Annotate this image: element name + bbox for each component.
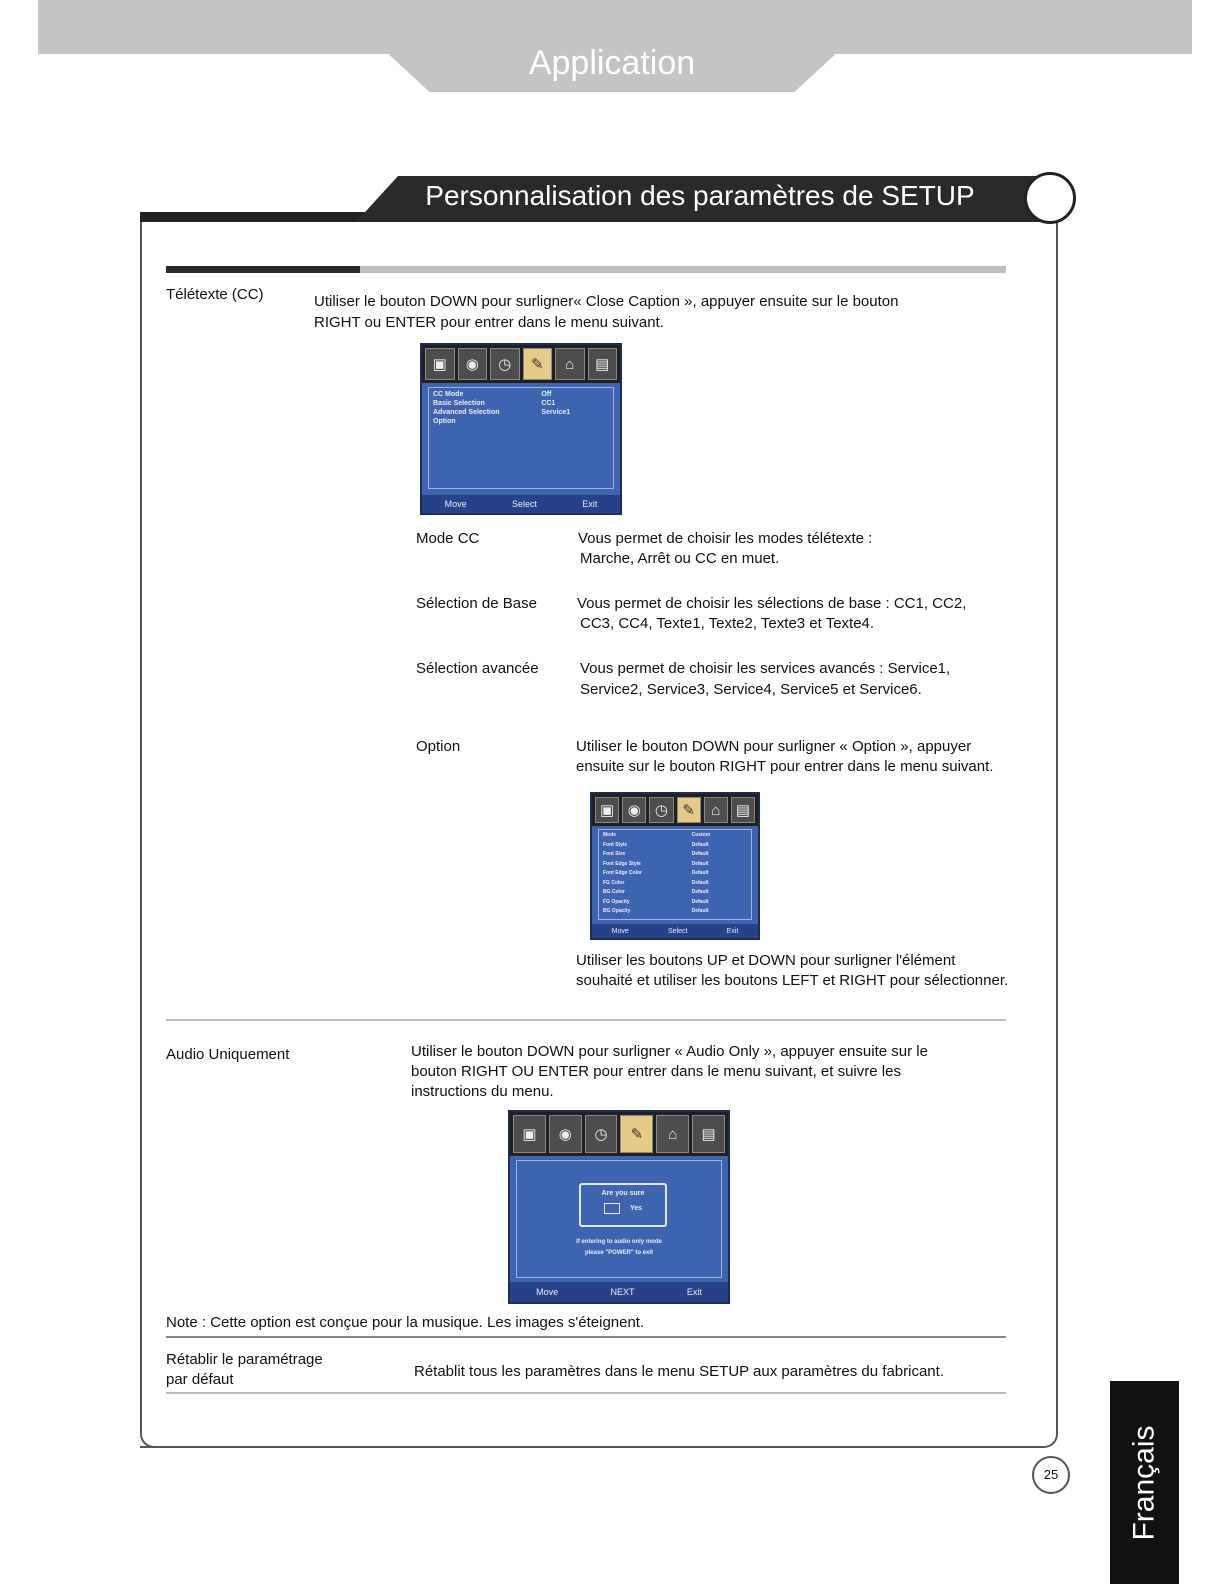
option-desc-2: ensuite sur le bouton RIGHT pour entrer dans le menu suivant. — [576, 758, 994, 775]
audio-icon: ◉ — [622, 797, 646, 823]
confirm-dialog — [579, 1183, 667, 1227]
setup-icon: ✎ — [523, 348, 553, 380]
picture-icon: ▣ — [595, 797, 619, 823]
osd-row: Font Style Default — [603, 841, 709, 848]
osd-footer: Move Select Exit — [422, 495, 620, 513]
section-title: Application — [528, 44, 696, 82]
audio-only-screenshot — [508, 1110, 730, 1304]
channel-icon: ▤ — [692, 1115, 725, 1153]
audio-only-desc-1: Utiliser le bouton DOWN pour surligner « Audio Only », appuyer ensuite sur le — [411, 1043, 928, 1060]
picture-icon: ▣ — [425, 348, 455, 380]
osd-row: Basic Selection CC1 — [433, 400, 556, 407]
osd-row: Mode Custom — [603, 832, 711, 838]
osd-row: Font Edge Style Default — [603, 860, 709, 867]
audio-only-label: Audio Uniquement — [166, 1046, 290, 1063]
osd-row: Option — [433, 418, 456, 425]
mode-cc-desc-2: Marche, Arrêt ou CC en muet. — [580, 550, 780, 567]
channel-icon: ▤ — [731, 797, 755, 823]
option-after-1: Utiliser les boutons UP et DOWN pour surligner l'élément — [576, 952, 956, 969]
channel-icon: ▤ — [588, 348, 618, 380]
setup-icon: ✎ — [620, 1115, 653, 1153]
header-circle — [1024, 172, 1076, 224]
picture-icon: ▣ — [513, 1115, 546, 1153]
advanced-selection-label: Sélection avancée — [416, 660, 539, 677]
section-rule-dark — [166, 266, 360, 273]
osd-row: Font Edge Color Default — [603, 870, 709, 876]
basic-selection-desc-2: CC3, CC4, Texte1, Texte2, Texte3 et Texte4. — [580, 615, 875, 632]
dialog-title: Are you sure — [601, 1190, 645, 1197]
advanced-selection-desc-2: Service2, Service3, Service4, Service5 et Service6. — [580, 681, 922, 698]
dialog-option: Yes — [629, 1205, 643, 1212]
frame-left-edge — [140, 220, 142, 1435]
advanced-selection-desc-1: Vous permet de choisir les services avancés : Service1, — [580, 660, 951, 677]
option-label: Option — [416, 738, 461, 755]
divider — [166, 1336, 1006, 1338]
checkbox-icon — [604, 1203, 620, 1214]
audio-only-message: If entering to audio only mode please "POWER" to exit — [576, 1239, 662, 1256]
lock-icon: ⌂ — [656, 1115, 689, 1153]
time-icon: ◷ — [649, 797, 673, 823]
cc-menu-screenshot — [420, 343, 622, 515]
cc-label: Télétexte (CC) — [166, 286, 264, 303]
osd-row: BG Color Default — [603, 889, 709, 895]
lock-icon: ⌂ — [704, 797, 728, 823]
audio-icon: ◉ — [549, 1115, 582, 1153]
mode-cc-label: Mode CC — [416, 530, 480, 547]
audio-note: Note : Cette option est conçue pour la musique. Les images s'éteignent. — [166, 1314, 645, 1331]
section-rule-grey — [360, 266, 1006, 273]
osd-row: BG Opacity Default — [603, 908, 709, 914]
setup-icon: ✎ — [677, 797, 701, 823]
reset-label-1: Rétablir le paramétrage — [166, 1351, 323, 1368]
cc-intro-line2: RIGHT ou ENTER pour entrer dans le menu suivant. — [314, 314, 664, 331]
language-tab-label: Français — [1127, 1424, 1161, 1541]
osd-row: Advanced Selection Service1 — [433, 409, 571, 416]
osd-row: FG Opacity Default — [603, 898, 709, 905]
divider — [166, 1392, 1006, 1394]
time-icon: ◷ — [490, 348, 520, 380]
osd-footer: Move NEXT Exit — [510, 1282, 728, 1302]
page-title: Personnalisation des paramètres de SETUP — [425, 180, 975, 211]
reset-desc: Rétablit tous les paramètres dans le menu SETUP aux paramètres du fabricant. — [414, 1363, 944, 1380]
option-desc-1: Utiliser le bouton DOWN pour surligner « Option », appuyer — [576, 738, 972, 755]
cc-intro-line1: Utiliser le bouton DOWN pour surligner« Close Caption », appuyer ensuite sur le bouton — [314, 293, 899, 310]
osd-row: Font Size Default — [603, 851, 709, 857]
reset-label-2: par défaut — [166, 1371, 234, 1388]
lock-icon: ⌂ — [555, 348, 585, 380]
divider — [166, 1019, 1006, 1021]
audio-only-desc-3: instructions du menu. — [411, 1083, 554, 1100]
option-after-2: souhaité et utiliser les boutons LEFT et RIGHT pour sélectionner. — [576, 972, 1009, 989]
osd-row: CC Mode Off — [433, 391, 552, 398]
time-icon: ◷ — [585, 1115, 618, 1153]
basic-selection-desc-1: Vous permet de choisir les sélections de base : CC1, CC2, — [577, 595, 967, 612]
mode-cc-desc-1: Vous permet de choisir les modes télétexte : — [578, 530, 873, 547]
audio-only-desc-2: bouton RIGHT OU ENTER pour entrer dans le menu suivant, et suivre les — [411, 1063, 901, 1080]
option-menu-screenshot — [590, 792, 760, 940]
audio-icon: ◉ — [458, 348, 488, 380]
osd-row: FG Color Default — [603, 879, 709, 886]
basic-selection-label: Sélection de Base — [416, 595, 537, 612]
osd-footer: Move Select Exit — [592, 924, 758, 938]
page-number: 25 — [1032, 1456, 1070, 1494]
